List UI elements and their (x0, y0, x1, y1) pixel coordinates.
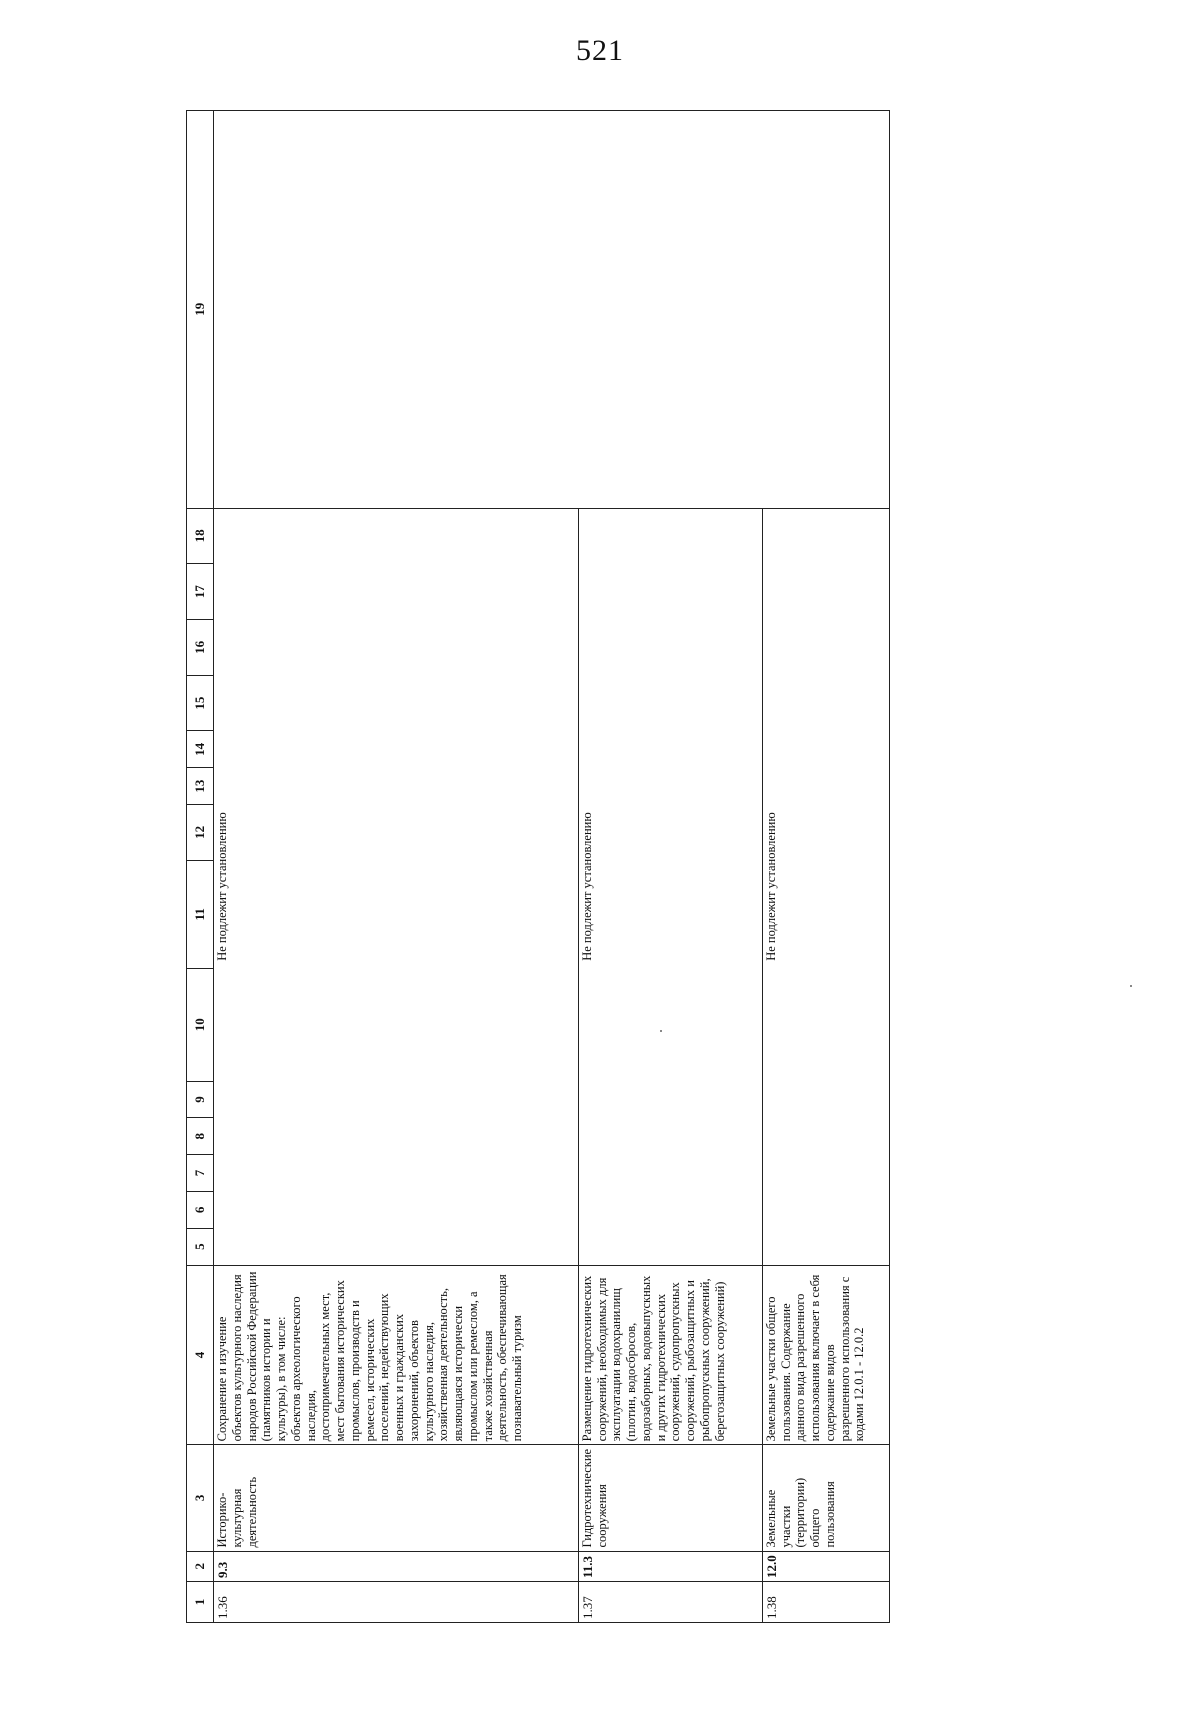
row-number: 1.36 (214, 1582, 579, 1623)
use-code: 12.0 (762, 1551, 889, 1581)
col-header-3: 3 (187, 1445, 214, 1551)
col-header-19: 19 (187, 111, 214, 509)
col-header-8: 8 (187, 1118, 214, 1155)
land-use-table-container (186, 110, 890, 1623)
col-header-15: 15 (187, 675, 214, 731)
use-name: Историко-культурная деятельность (214, 1445, 579, 1551)
col-header-18: 18 (187, 508, 214, 564)
header-row (187, 111, 214, 1623)
col-header-17: 17 (187, 564, 214, 620)
row-number: 1.38 (762, 1582, 889, 1623)
col-header-16: 16 (187, 620, 214, 676)
use-description: Земельные участки общего пользования. Содержание данного вида разрешенного использования включает в себя содержание видов разрешенного использования с кодами 12.0.1 - 12.0.2 (762, 1265, 889, 1445)
col-header-14: 14 (187, 731, 214, 768)
parameters-cell: Не подлежит установлению (762, 508, 889, 1265)
col-header-12: 12 (187, 805, 214, 861)
use-code: 9.3 (214, 1551, 579, 1581)
parameters-cell: Не подлежит установлению (578, 508, 762, 1265)
use-code: 11.3 (578, 1551, 762, 1581)
page-number: 521 (576, 34, 624, 67)
col-header-4: 4 (187, 1265, 214, 1445)
use-name: Земельные участки (территории) общего пользования (762, 1445, 889, 1551)
land-use-table (186, 110, 890, 1623)
use-description: Сохранение и изучение объектов культурного наследия народов Российской Федерации (памятников истории и культуры), в том числе: объектов археологического наследия, достопримечательных мест, мест бытования исторических промыслов, производств и ремесел, исторических поселений, недействующих военных и гражданских захоронений, объектов культурного наследия, хозяйственная деятельность, являющаяся исторически промыслом или ремеслом, а также хозяйственная деятельность, обеспечивающая познавательный туризм (214, 1265, 579, 1445)
use-description: Размещение гидротехнических сооружений, необходимых для эксплуатации водохранилищ (плотин, водосбросов, водозаборных, водовыпускных и других гидротехнических сооружений, судопропускных сооружений, рыбозащитных и рыбопропускных сооружений, берегозащитных сооружений) (578, 1265, 762, 1445)
col-header-10: 10 (187, 969, 214, 1082)
scan-speck (1130, 985, 1132, 987)
col-header-5: 5 (187, 1228, 214, 1265)
col-header-6: 6 (187, 1191, 214, 1228)
use-name: Гидротехнические сооружения (578, 1445, 762, 1551)
col-header-7: 7 (187, 1155, 214, 1192)
col-header-11: 11 (187, 860, 214, 968)
col-19-cell (214, 111, 890, 509)
col-header-2: 2 (187, 1551, 214, 1581)
table-row (214, 111, 579, 1623)
row-number: 1.37 (578, 1582, 762, 1623)
col-header-13: 13 (187, 768, 214, 805)
parameters-cell: Не подлежит установлению (214, 508, 579, 1265)
col-header-1: 1 (187, 1582, 214, 1623)
col-header-9: 9 (187, 1081, 214, 1118)
scan-speck (660, 1030, 662, 1032)
